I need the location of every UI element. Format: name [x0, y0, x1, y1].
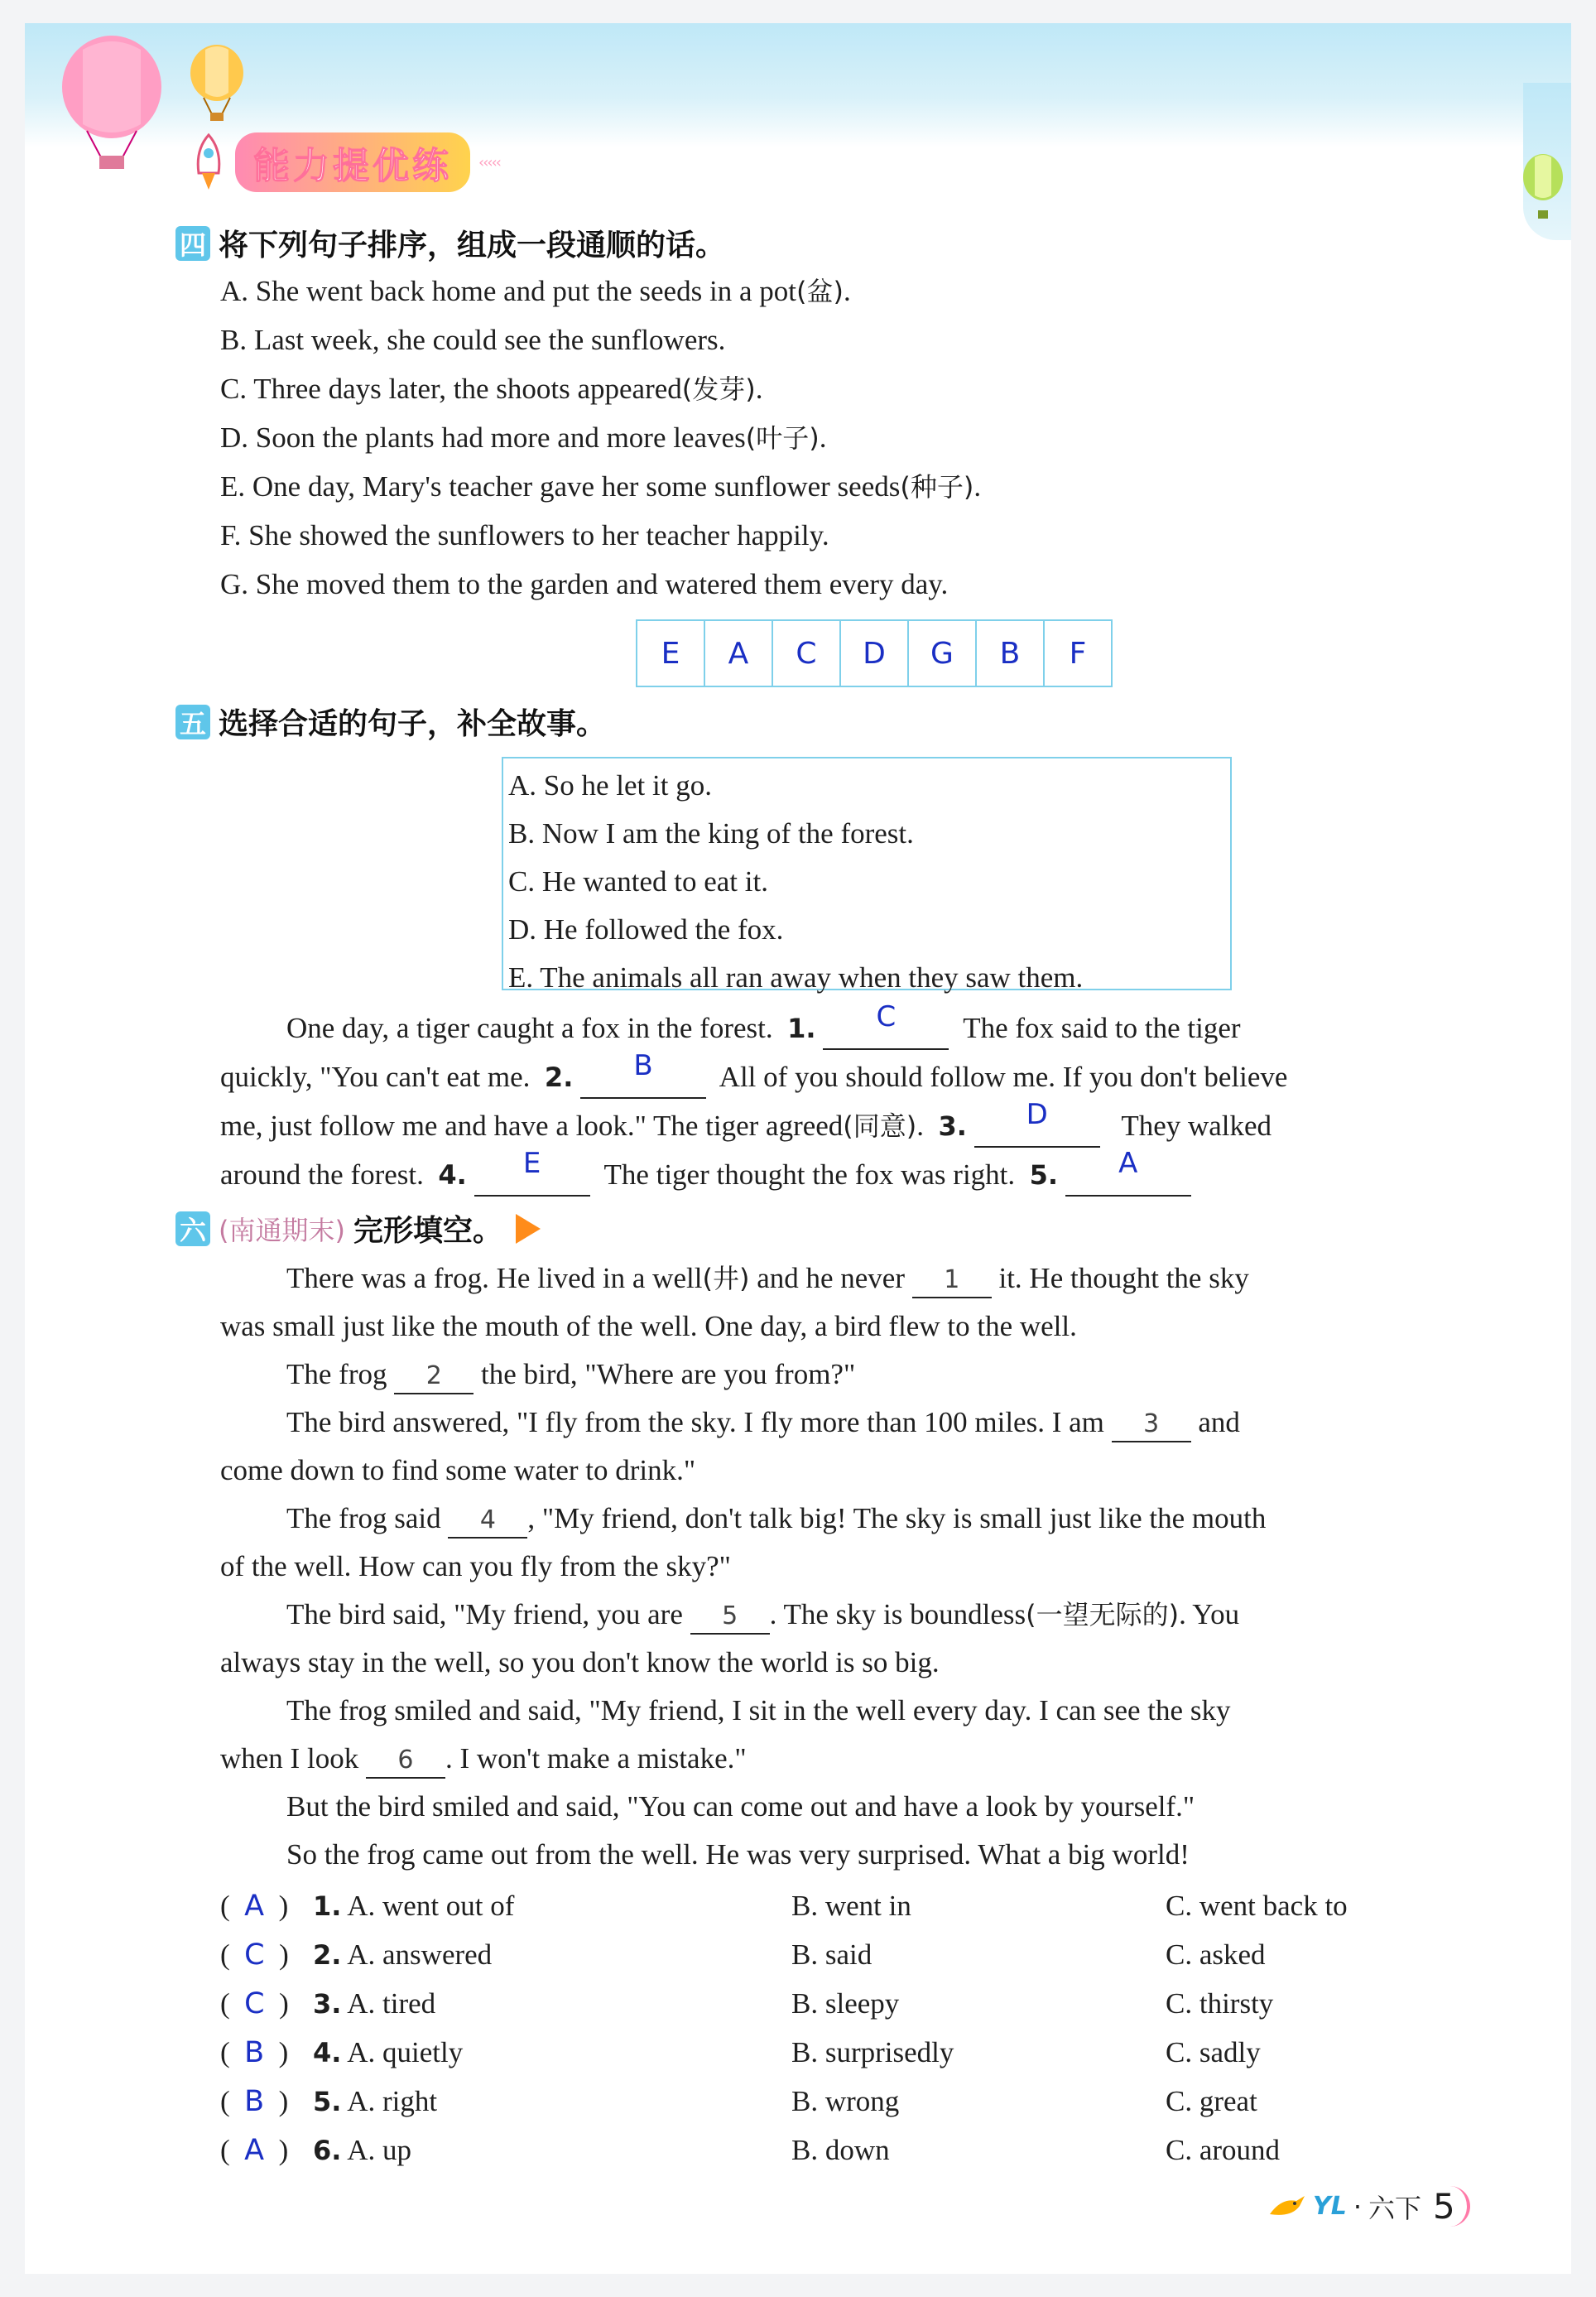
cloze-line-5: come down to find some water to drink."	[220, 1454, 696, 1486]
q5-option: C. He wanted to eat it.	[508, 865, 768, 898]
answer-paren[interactable]: ( A )	[220, 1890, 289, 1923]
decorative-chevrons-icon: ‹‹‹‹‹	[478, 153, 500, 171]
q5-option: D. He followed the fox.	[508, 913, 784, 946]
order-cell[interactable]: E	[637, 621, 705, 686]
cloze-blank-4: 4	[448, 1504, 527, 1539]
cloze-blank-6: 6	[366, 1744, 445, 1779]
q4-title: 将下列句子排序，组成一段通顺的话。	[219, 229, 726, 262]
order-cell[interactable]: B	[977, 621, 1045, 686]
story-blank-1[interactable]: C	[823, 1009, 949, 1050]
story-line-1: One day, a tiger caught a fox in the forest. 1. C The fox said to the tiger	[286, 1009, 1241, 1050]
answer-paren[interactable]: ( C )	[220, 1938, 289, 1972]
option-c: C. great	[1166, 2085, 1257, 2117]
balloon-green-icon	[1518, 152, 1568, 227]
option-b: B. sleepy	[791, 1987, 900, 2020]
cloze-line-2: was small just like the mouth of the well. One day, a bird flew to the well.	[220, 1310, 1077, 1342]
q5-title: 选择合适的句子，补全故事。	[219, 707, 607, 741]
cloze-blank-3: 3	[1112, 1408, 1191, 1442]
rocket-icon	[190, 133, 227, 191]
option-a: A. went out of	[347, 1890, 515, 1922]
q4-sentence: E. One day, Mary's teacher gave her some sunflower seeds(种子).	[220, 470, 982, 503]
story-line-2: quickly, "You can't eat me. 2. B All of you should follow me. If you don't believe	[220, 1057, 1287, 1099]
cloze-blank-5: 5	[690, 1600, 770, 1635]
cloze-line-13: So the frog came out from the well. He was very surprised. What a big world!	[286, 1838, 1190, 1871]
cloze-line-10: The frog smiled and said, "My friend, I sit in the well every day. I can see the sky	[286, 1694, 1231, 1726]
mcq-row: ( B ) 4. A. quietly B. surprisedly C. sadly	[220, 2033, 463, 2073]
q4-sentence: F. She showed the sunflowers to her teacher happily.	[220, 519, 829, 551]
cloze-line-1: There was a frog. He lived in a well(井) and he never 1 it. He thought the sky	[286, 1259, 1249, 1298]
mcq-row: ( A ) 1. A. went out of B. went in C. went back to	[220, 1886, 514, 1926]
answer-paren[interactable]: ( C )	[220, 1987, 289, 2020]
story-blank-5[interactable]: A	[1065, 1155, 1191, 1197]
cloze-line-8: The bird said, "My friend, you are 5 . The sky is boundless(一望无际的). You	[286, 1595, 1239, 1635]
q5-option: B. Now I am the king of the forest.	[508, 817, 914, 850]
story-blank-2[interactable]: B	[580, 1057, 706, 1099]
q5-option: E. The animals all ran away when they saw them.	[508, 961, 1084, 994]
order-cell[interactable]: A	[705, 621, 773, 686]
bird-icon	[1267, 2193, 1306, 2221]
cloze-line-12: But the bird smiled and said, "You can come out and have a look by yourself."	[286, 1790, 1195, 1823]
section-bar-title: 能力提优练	[235, 132, 470, 192]
option-c: C. thirsty	[1166, 1987, 1274, 2020]
option-c: C. asked	[1166, 1938, 1266, 1971]
order-cell[interactable]: D	[841, 621, 909, 686]
q4-heading	[175, 222, 725, 264]
q4-badge: 四	[175, 226, 210, 261]
q5-option: A. So he let it go.	[508, 769, 712, 802]
story-blank-4[interactable]: E	[474, 1155, 590, 1197]
order-cell[interactable]: F	[1069, 636, 1087, 671]
page-number: 5	[1428, 2186, 1470, 2227]
option-b: B. said	[791, 1938, 873, 1971]
brand-mark: YL	[1313, 2192, 1347, 2221]
q5-badge: 五	[175, 705, 210, 739]
balloon-yellow-icon	[184, 43, 250, 126]
mcq-row: ( B ) 5. A. right B. wrong C. great	[220, 2082, 437, 2121]
story-blank-3[interactable]: D	[974, 1106, 1100, 1148]
page-footer	[1267, 2186, 1470, 2227]
cloze-line-6: The frog said 4 , "My friend, don't talk big! The sky is small just like the mouth	[286, 1499, 1266, 1539]
mcq-row: ( C ) 2. A. answered B. said C. asked	[220, 1935, 492, 1975]
order-cell[interactable]: G	[909, 621, 977, 686]
mcq-row: ( A ) 6. A. up B. down C. around	[220, 2131, 411, 2170]
cloze-line-3: The frog 2 the bird, "Where are you from?"	[286, 1355, 855, 1394]
q4-sentence: D. Soon the plants had more and more leaves(叶子).	[220, 421, 827, 454]
q4-sentence: C. Three days later, the shoots appeared(发芽).	[220, 373, 763, 405]
option-a: A. quietly	[347, 2036, 464, 2068]
play-video-icon[interactable]	[516, 1214, 541, 1244]
cloze-line-4: The bird answered, "I fly from the sky. I fly more than 100 miles. I am 3 and	[286, 1403, 1240, 1442]
option-a: A. right	[347, 2085, 438, 2117]
answer-paren[interactable]: ( A )	[220, 2134, 289, 2167]
q6-badge: 六	[175, 1211, 210, 1246]
answer-paren[interactable]: ( B )	[220, 2085, 289, 2118]
cloze-blank-1: 1	[912, 1264, 992, 1298]
option-b: B. surprisedly	[791, 2036, 954, 2068]
q6-source: (南通期末)	[219, 1214, 345, 1246]
option-a: A. tired	[347, 1987, 436, 2020]
cloze-line-7: of the well. How can you fly from the sky?"	[220, 1550, 731, 1582]
q6-heading	[175, 1207, 541, 1250]
story-line-4: around the forest. 4. E The tiger thought the fox was right. 5. A	[220, 1155, 1191, 1197]
grade-label: 六下	[1368, 2192, 1422, 2224]
q5-options-box	[502, 757, 1232, 994]
section-bar	[190, 132, 500, 192]
option-b: B. wrong	[791, 2085, 900, 2117]
cloze-line-9: always stay in the well, so you don't know the world is so big.	[220, 1646, 940, 1678]
story-line-3: me, just follow me and have a look." The tiger agreed(同意). 3. D They walked	[220, 1106, 1272, 1148]
answer-paren[interactable]: ( B )	[220, 2036, 289, 2069]
option-b: B. down	[791, 2134, 890, 2166]
q4-order-answer-box	[636, 619, 1113, 687]
option-c: C. around	[1166, 2134, 1281, 2166]
q5-heading	[175, 701, 606, 743]
cloze-blank-2: 2	[394, 1360, 474, 1394]
q4-sentence: B. Last week, she could see the sunflowers.	[220, 324, 726, 356]
q4-sentence: G. She moved them to the garden and watered them every day.	[220, 568, 949, 600]
order-cell[interactable]: C	[773, 621, 841, 686]
option-b: B. went in	[791, 1890, 911, 1922]
mcq-row: ( C ) 3. A. tired B. sleepy C. thirsty	[220, 1984, 435, 2024]
footer-separator: ·	[1353, 2190, 1363, 2222]
option-c: C. went back to	[1166, 1890, 1348, 1922]
q4-sentence: A. She went back home and put the seeds in a pot(盆).	[220, 275, 851, 307]
balloon-pink-icon	[50, 33, 174, 174]
q6-title: 完形填空。	[353, 1214, 502, 1248]
option-c: C. sadly	[1166, 2036, 1261, 2068]
option-a: A. up	[347, 2134, 412, 2166]
cloze-line-11: when I look 6 . I won't make a mistake."	[220, 1739, 747, 1779]
option-a: A. answered	[347, 1938, 493, 1971]
header-band	[25, 23, 1571, 147]
